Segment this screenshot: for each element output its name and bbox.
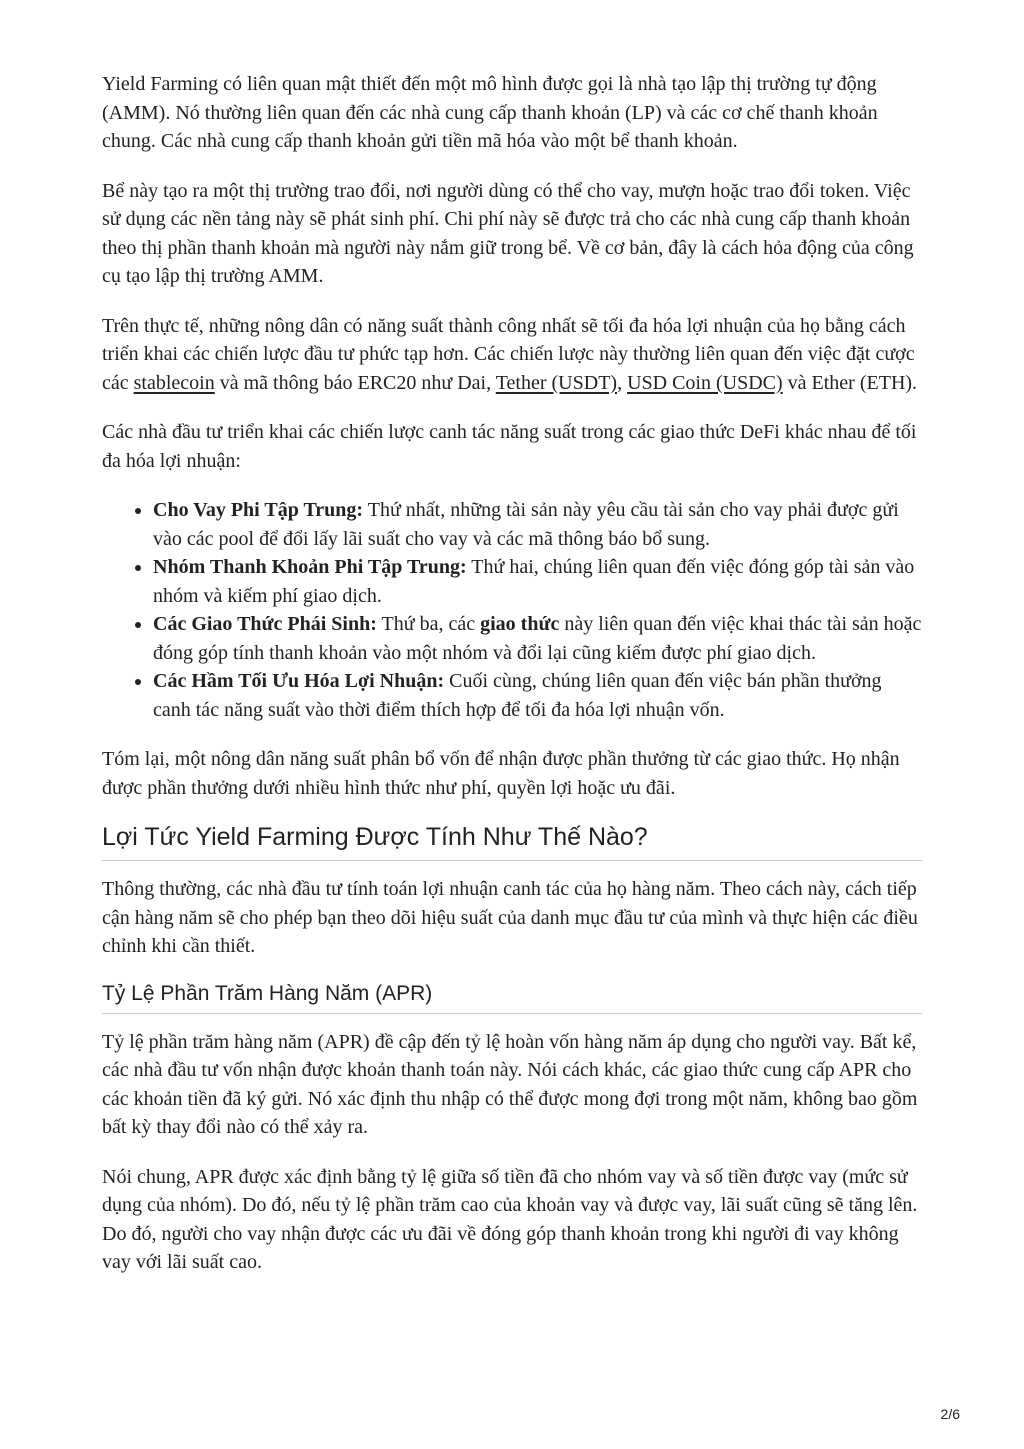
paragraph-annual-returns: Thông thường, các nhà đầu tư tính toán lợi nhuận canh tác của họ hàng năm. Theo cách này, cách tiếp cận hàng năm sẽ cho phép bạn theo dõi hiệu suất của danh mục đầu tư của mình và thực hiện các điều chỉnh khi cần thiết. bbox=[102, 878, 918, 957]
list-item bbox=[153, 496, 922, 553]
list-item-text: này liên quan đến việc khai thác tài sản hoặc đóng góp tính thanh khoản vào một nhóm và đổi lại cũng kiếm được phí giao dịch. bbox=[153, 613, 922, 664]
list-item-text: Thứ hai, chúng liên quan đến việc đóng góp tài sản vào nhóm và kiếm phí giao dịch. bbox=[153, 556, 915, 607]
list-item-title: Cho Vay Phi Tập Trung: bbox=[153, 499, 364, 521]
list-item-text: Thứ ba, các bbox=[376, 613, 481, 635]
paragraph-strategies bbox=[102, 312, 922, 398]
list-item-emphasis: giao thức bbox=[480, 613, 560, 635]
paragraph-text: Trên thực tế, những nông dân có năng suất thành công nhất sẽ tối đa hóa lợi nhuận của họ bằng cách triển khai các chiến lược đầu tư phức tạp hơn. Các chiến lược này thường liên quan đến việc đặt cược các bbox=[102, 314, 915, 394]
strategy-list bbox=[102, 496, 922, 724]
list-item bbox=[153, 667, 922, 724]
paragraph-defi-protocols: Các nhà đầu tư triển khai các chiến lược canh tác năng suất trong các giao thức DeFi khác nhau để tối đa hóa lợi nhuận: bbox=[102, 421, 917, 472]
paragraph-text: và mã thông báo ERC20 như Dai, bbox=[214, 371, 496, 394]
list-item-text: Cuối cùng, chúng liên quan đến việc bán phần thưởng canh tác năng suất vào thời điểm thích hợp để tối đa hóa lợi nhuận vốn. bbox=[153, 670, 882, 721]
list-item-text: Thứ nhất, những tài sản này yêu cầu tài sản cho vay phải được gửi vào các pool để đổi lấy lãi suất cho vay và các mã thông báo bổ sung. bbox=[153, 499, 899, 550]
page-number: 2/6 bbox=[940, 1406, 960, 1422]
paragraph-apr-definition: Tỷ lệ phần trăm hàng năm (APR) đề cập đến tỷ lệ hoàn vốn hàng năm áp dụng cho người vay. Bất kể, các nhà đầu tư vốn nhận được khoản thanh toán này. Nói cách khác, các giao thức cung cấp APR cho các khoản tiền đã ký gửi. Nó xác định thu nhập có thể được mong đợi trong một năm, không bao gồm bất kỳ thay đổi nào có thể xảy ra. bbox=[102, 1030, 918, 1138]
list-item bbox=[153, 610, 922, 667]
paragraph-amm-intro: Yield Farming có liên quan mật thiết đến một mô hình được gọi là nhà tạo lập thị trường tự động (AMM). Nó thường liên quan đến các nhà cung cấp thanh khoản (LP) và các cơ chế thanh khoản chung. Các nhà cung cấp thanh khoản gửi tiền mã hóa vào một bể thanh khoản. bbox=[102, 73, 878, 152]
paragraph-text: , bbox=[617, 371, 628, 394]
list-item-title: Nhóm Thanh Khoản Phi Tập Trung: bbox=[153, 556, 467, 578]
list-item-title: Các Giao Thức Phái Sinh: bbox=[153, 613, 377, 635]
list-item-title: Các Hầm Tối Ưu Hóa Lợi Nhuận: bbox=[153, 670, 445, 692]
paragraph-text: và Ether (ETH). bbox=[782, 371, 918, 394]
paragraph-apr-determination: Nói chung, APR được xác định bằng tỷ lệ giữa số tiền đã cho nhóm vay và số tiền được vay (mức sử dụng của nhóm). Do đó, nếu tỷ lệ phần trăm cao của khoản vay và được vay, lãi suất cũng sẽ tăng lên. Do đó, người cho vay nhận được các ưu đãi về đóng góp thanh khoản trong khi người đi vay không vay với lãi suất cao. bbox=[102, 1165, 918, 1273]
paragraph-liquidity-pool: Bể này tạo ra một thị trường trao đổi, nơi người dùng có thể cho vay, mượn hoặc trao đổi token. Việc sử dụng các nền tảng này sẽ phát sinh phí. Chi phí này sẽ được trả cho các nhà cung cấp thanh khoản theo thị phần thanh khoản mà người này nắm giữ trong bể. Về cơ bản, đây là cách hỏa động của công cụ tạo lập thị trường AMM. bbox=[102, 179, 914, 287]
section-heading-yield-calculation: Lợi Tức Yield Farming Được Tính Như Thế Nào? bbox=[102, 823, 922, 861]
document-page bbox=[102, 70, 922, 1298]
stablecoin-link[interactable]: stablecoin bbox=[133, 371, 215, 394]
list-item bbox=[153, 553, 922, 610]
tether-link[interactable]: Tether (USDT) bbox=[495, 371, 618, 394]
paragraph-summary: Tóm lại, một nông dân năng suất phân bổ vốn để nhận được phần thưởng từ các giao thức. Họ nhận được phần thưởng dưới nhiều hình thức như phí, quyền lợi hoặc ưu đãi. bbox=[102, 748, 900, 799]
usdc-link[interactable]: USD Coin (USDC) bbox=[627, 371, 783, 394]
subsection-heading-apr: Tỷ Lệ Phần Trăm Hàng Năm (APR) bbox=[102, 982, 922, 1014]
